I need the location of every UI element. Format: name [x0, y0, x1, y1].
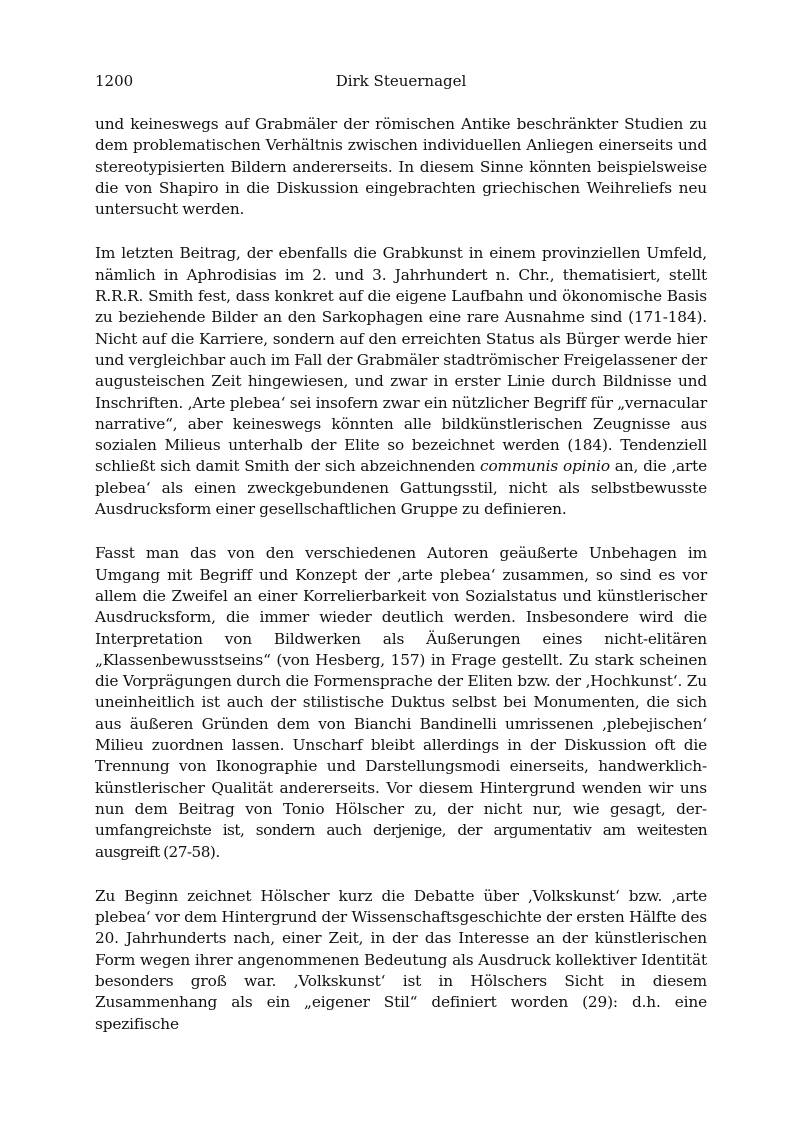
paragraph-2-text-after: an, die ‚arte plebea‘ als einen zweckgebundenen Gattungsstil, nicht als selbstbewusste Ausdrucksform einer gesellschaftlichen Gruppe zu definieren.: [95, 457, 707, 519]
paragraph-2-emphasis: communis opinio: [480, 457, 610, 476]
paragraph-3-text: Fasst man das von den verschiedenen Autoren geäußerte Unbehagen im Umgang mit Begriff und Konzept der ‚arte plebea‘ zusammen, so sind es vor allem die Zweifel an einer Korrelierbarkeit von Sozialstatus und künstlerischer Ausdrucksform, die immer wieder deutlich werden. Insbesondere wird die Interpretation von Bildwerken als Äußerungen eines nicht-elitären „Klassenbewusstseins“ (von Hesberg, 157) in Frage gestellt. Zu stark scheinen die Vorprägungen durch die Formensprache der Eliten bzw. der ‚Hochkunst‘. Zu uneinheitlich ist auch der stilistische Duktus selbst bei Monumenten, die sich aus äußeren Gründen dem von Bianchi Bandinelli umrissenen ‚plebejischen‘ Milieu zuordnen lassen. Unscharf bleibt allerdings in der Diskussion oft die Trennung von Ikonographie und Darstellungsmodi einerseits, handwerklich-künstlerischer Qualität andererseits. Vor diesem Hintergrund wenden wir uns nun dem Beitrag von Tonio Hölscher zu, der nicht nur, wie gesagt, der umfang: [95, 544, 707, 840]
paragraph-3: [95, 543, 707, 862]
paragraph-2-text-before: Im letzten Beitrag, der ebenfalls die Grabkunst in einem provinziellen Umfeld, nämlich in Aphrodisias im 2. und 3. Jahrhundert n. Chr., thematisiert, stellt R.R.R. Smith fest, dass konkret auf die eigene Laufbahn und ökonomische Basis zu beziehende Bilder an den Sarkophagen eine rare Ausnahme sind (171-184). Nicht auf die Karriere, sondern auf den erreichten Status als Bürger werde hier und vergleichbar auch im Fall der Grabmäler stadtrömischer Freigelassener der augusteischen Zeit hingewiesen, und zwar in erster Linie durch Bildnisse und Inschriften. ‚Arte plebea‘ sei insofern zwar ein nützlicher Begriff für „vernacular narrative“, aber keineswegs könnten alle bildkünstlerischen Zeugnisse aus sozialen Milieus unterhalb der Elite so bezeichnet werden (184). Tendenziell schließt sich damit Smith der sich abzeichnenden: [95, 244, 707, 476]
page-header: [95, 72, 707, 94]
running-head-author: Dirk Steuernagel: [335, 72, 467, 90]
paragraph-3-tight-ending: reichste ist, sondern auch derjenige, der argumentativ am weitesten ausgreift (27-58).: [95, 821, 707, 861]
page-number: 1200: [95, 72, 134, 90]
paragraph-1: und keineswegs auf Grabmäler der römischen Antike beschränkter Studien zu dem problematischen Verhältnis zwischen individuellen Anliegen einerseits und stereotypisierten Bildern andererseits. In diesem Sinne könnten beispielsweise die von Shapiro in die Diskussion eingebrachten griechischen Weihreliefs neu untersucht werden.: [95, 115, 707, 219]
body-text: [95, 114, 707, 1058]
paragraph-2: [95, 243, 707, 520]
paragraph-4: Zu Beginn zeichnet Hölscher kurz die Debatte über ‚Volkskunst‘ bzw. ‚arte plebea‘ vor dem Hintergrund der Wissenschaftsgeschichte der ersten Hälfte des 20. Jahrhunderts nach, einer Zeit, in der das Interesse an der künstlerischen Form wegen ihrer angenommenen Bedeutung als Ausdruck kollektiver Identität besonders groß war. ‚Volkskunst‘ ist in Hölschers Sicht in diesem Zusammenhang als ein „eigener Stil“ definiert worden (29): d.h. eine spezifische: [95, 886, 707, 1033]
